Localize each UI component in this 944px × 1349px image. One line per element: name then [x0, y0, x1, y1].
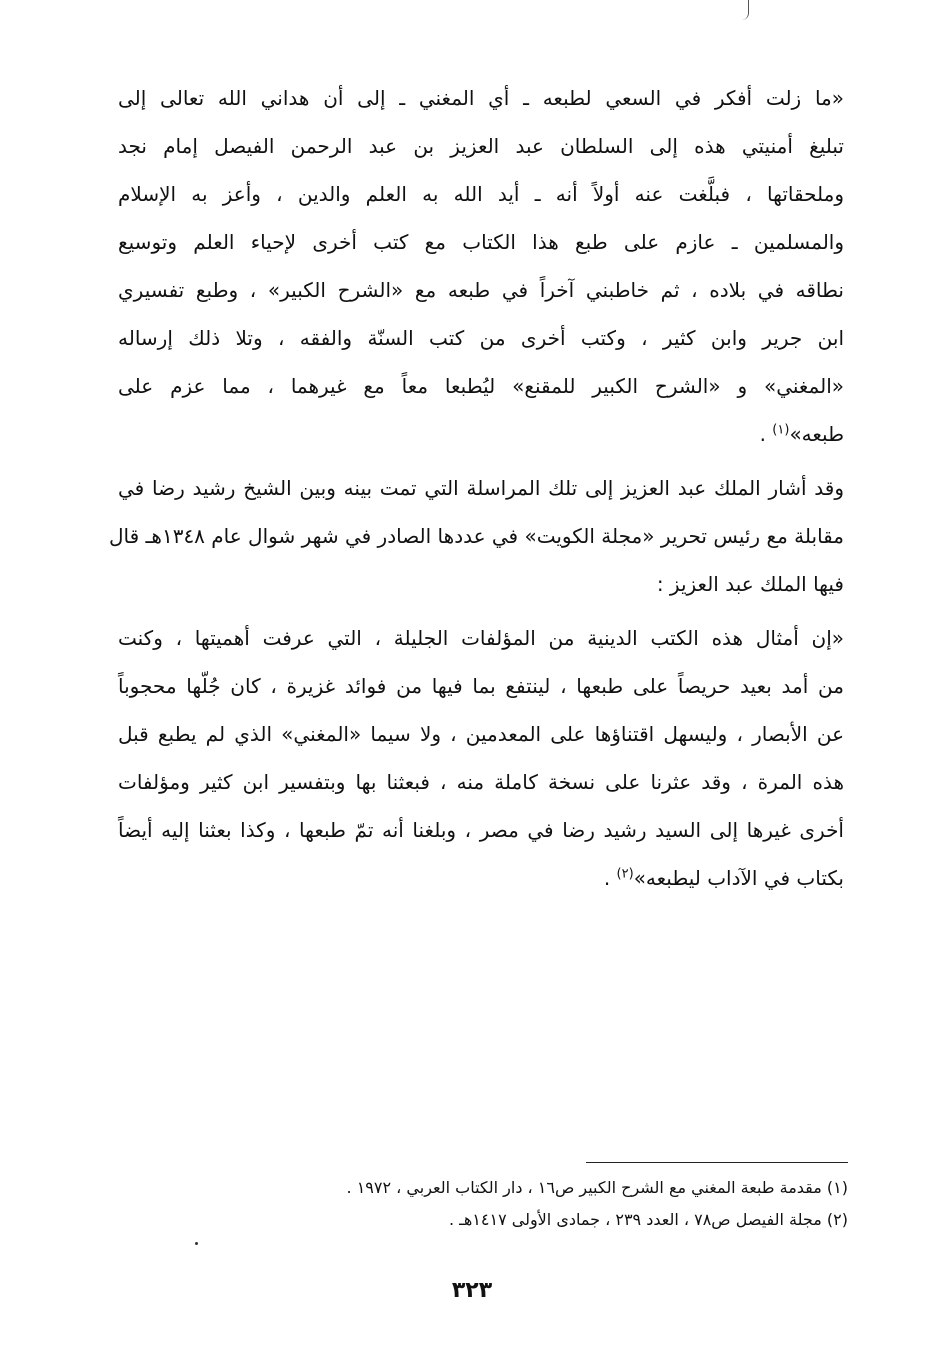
- text-line: أخرى غيرها إلى السيد رشيد رضا في مصر ، وبلغنا أنه تمّ طبعها ، وكذا بعثنا إليه أيضاً: [118, 818, 844, 842]
- sentence-end: .: [759, 422, 773, 446]
- text-fragment: طبعه»: [789, 422, 844, 446]
- footnote-divider: [586, 1162, 848, 1163]
- scan-corner-mark: [742, 0, 749, 20]
- text-line: هذه المرة ، وقد عثرنا على نسخة كاملة منه ، فبعثنا بها وبتفسير ابن كثير ومؤلفات: [118, 770, 844, 794]
- text-line: والمسلمين ـ عازم على طبع هذا الكتاب مع كتب أخرى لإحياء العلم وتوسيع: [118, 230, 844, 254]
- text-line: وملحقاتها ، فبلَّغت عنه أولاً أنه ـ أيد الله به العلم والدين ، وأعز به الإسلام: [118, 182, 844, 206]
- sentence-end: .: [603, 866, 617, 890]
- text-line: «المغني» و «الشرح الكبير للمقنع» ليُطبعا معاً مع غيرهما ، مما عزم على: [118, 374, 844, 398]
- text-line-last: فيها الملك عبد العزيز :: [656, 572, 844, 596]
- paragraph-3: [118, 614, 844, 902]
- page-number: ٣٢٣: [451, 1278, 493, 1303]
- text-line: من أمد بعيد حريصاً على طبعها ، لينتفع بما فيها من فوائد غزيرة ، كان جُلّها محجوباً: [118, 674, 844, 698]
- footnote-2: (٢) مجلة الفيصل ص٧٨ ، العدد ٢٣٩ ، جمادى الأولى ١٤١٧هـ .: [448, 1210, 848, 1229]
- text-line-last: [118, 854, 844, 902]
- footnote-ref-1[interactable]: (١): [772, 422, 790, 438]
- text-line: «إن أمثال هذه الكتب الدينية من المؤلفات الجليلة ، التي عرفت أهميتها ، وكنت: [118, 626, 844, 650]
- footnotes: [148, 1172, 848, 1236]
- paragraph-1: [118, 74, 844, 458]
- text-line: ابن جرير وابن كثير ، وكتب أخرى من كتب السنّة والفقه ، وتلا ذلك إرساله: [118, 326, 844, 350]
- footnote-1: (١) مقدمة طبعة المغني مع الشرح الكبير ص١٦ ، دار الكتاب العربي ، ١٩٧٢ .: [346, 1178, 848, 1197]
- text-line-last: [118, 410, 844, 458]
- text-line: وقد أشار الملك عبد العزيز إلى تلك المراسلة التي تمت بينه وبين الشيخ رشيد رضا في: [118, 476, 844, 500]
- text-line: نطاقه في بلاده ، ثم خاطبني آخراً في طبعه مع «الشرح الكبير» ، وطبع تفسيري: [118, 278, 844, 302]
- text-fragment: بكتاب في الآداب ليطبعه»: [633, 866, 844, 890]
- text-line: تبليغ أمنيتي هذه إلى السلطان عبد العزيز بن عبد الرحمن الفيصل إمام نجد: [118, 134, 844, 158]
- text-line: «ما زلت أفكر في السعي لطبعه ـ أي المغني ـ إلى أن هداني الله تعالى إلى: [118, 86, 844, 110]
- paragraph-2: [109, 464, 844, 608]
- footnote-ref-2[interactable]: (٢): [616, 866, 634, 882]
- body-text: [109, 74, 844, 902]
- scan-speck: [195, 1242, 198, 1245]
- text-line: مقابلة مع رئيس تحرير «مجلة الكويت» في عددها الصادر في شهر شوال عام ١٣٤٨هـ قال: [109, 524, 844, 548]
- text-line: عن الأبصار ، وليسهل اقتناؤها على المعدمين ، ولا سيما «المغني» الذي لم يطبع قبل: [118, 722, 844, 746]
